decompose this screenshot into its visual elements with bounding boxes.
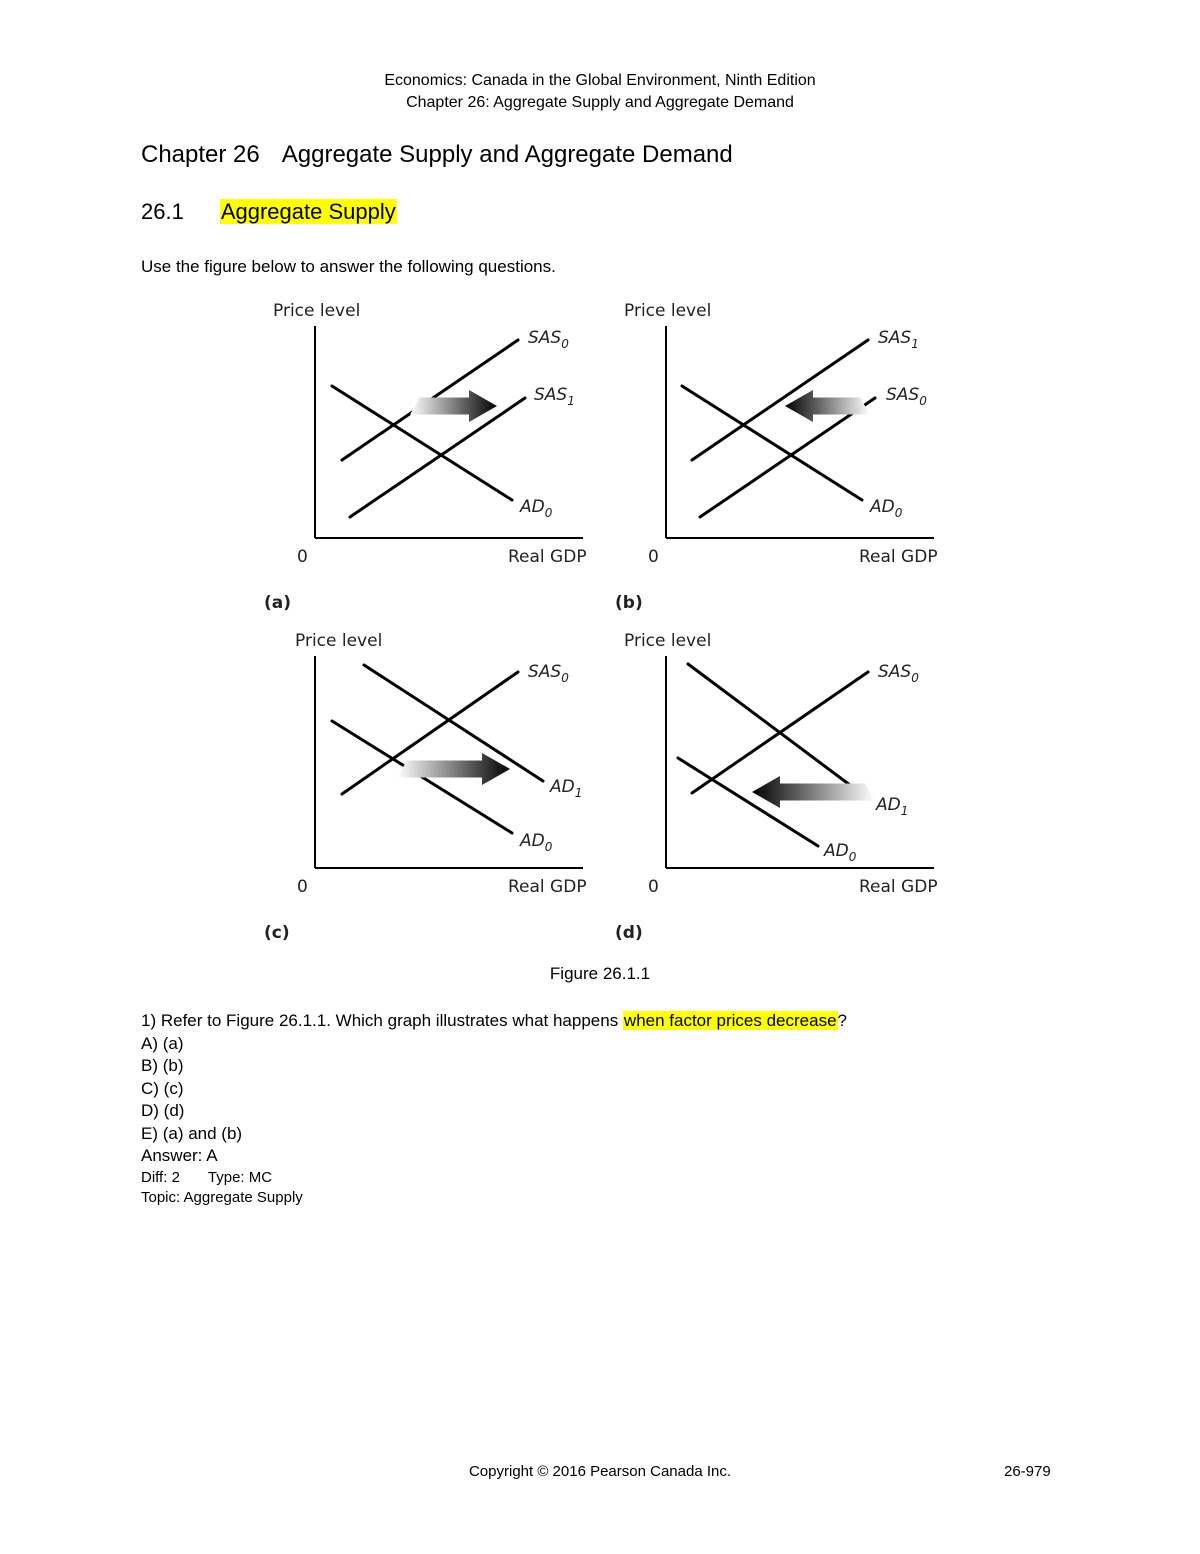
page-number: 26-979 xyxy=(1004,1463,1051,1480)
answer: Answer: A xyxy=(141,1146,218,1165)
x-axis-label-c: Real GDP xyxy=(508,877,587,897)
diff-type: Diff: 2 Type: MC xyxy=(141,1168,273,1186)
shift-arrow-a xyxy=(410,390,497,422)
sas1-label-a: $SAS_1$ xyxy=(534,385,575,408)
sas1-label-b: $SAS_1$ xyxy=(878,328,919,351)
x-axis-label-b: Real GDP xyxy=(859,547,938,567)
sas0-label-b: $SAS_0$ xyxy=(886,385,927,408)
option-e: E) (a) and (b) xyxy=(141,1123,243,1143)
option-c: C) (c) xyxy=(141,1078,184,1098)
y-axis-label-a: Price level xyxy=(273,301,361,321)
y-axis-label-c: Price level xyxy=(295,631,383,651)
ad1-label-d: $AD_1$ xyxy=(876,795,909,818)
sas0-label-c: $SAS_0$ xyxy=(528,662,569,685)
running-header-chapter: Chapter 26: Aggregate Supply and Aggregate Demand xyxy=(406,94,794,111)
topic: Topic: Aggregate Supply xyxy=(141,1188,303,1206)
question-stem: 1) Refer to Figure 26.1.1. Which graph illustrates what happens when factor prices decrease? xyxy=(141,1011,847,1030)
option-b: B) (b) xyxy=(141,1056,184,1075)
intro-text: Use the figure below to answer the following questions. xyxy=(141,257,556,276)
origin-label-b: 0 xyxy=(648,547,659,567)
panel-label-a: (a) xyxy=(264,593,292,613)
question-block xyxy=(141,1010,847,1208)
copyright: Copyright © 2016 Pearson Canada Inc. xyxy=(468,1463,732,1480)
origin-label-d: 0 xyxy=(648,877,659,897)
sas1-curve-a xyxy=(350,398,525,517)
sas0-label-d: $SAS_0$ xyxy=(878,662,919,685)
running-header-title: Economics: Canada in the Global Environment, Ninth Edition xyxy=(384,72,816,89)
shift-arrow-d xyxy=(752,776,875,808)
section-number: 26.1 xyxy=(141,199,184,224)
sas0-label-a: $SAS_0$ xyxy=(528,328,569,351)
panel-label-b: (b) xyxy=(615,593,643,613)
ad1-label-c: $AD_1$ xyxy=(550,777,583,800)
panel-label-d: (d) xyxy=(615,923,643,943)
sas0-curve-b xyxy=(700,398,875,517)
chapter-title: Aggregate Supply and Aggregate Demand xyxy=(281,141,733,168)
x-axis-label-a: Real GDP xyxy=(508,547,587,567)
y-axis-label-b: Price level xyxy=(624,301,712,321)
y-axis-label-d: Price level xyxy=(624,631,712,651)
x-axis-label-d: Real GDP xyxy=(859,877,938,897)
panel-label-c: (c) xyxy=(264,923,290,943)
ad0-label-c: $AD_0$ xyxy=(520,831,553,854)
origin-label-a: 0 xyxy=(297,547,308,567)
chapter-number: Chapter 26 xyxy=(141,141,260,168)
ad0-label-a: $AD_0$ xyxy=(520,497,553,520)
ad0-label-d: $AD_0$ xyxy=(824,841,857,864)
ad0-label-b: $AD_0$ xyxy=(870,497,903,520)
stem-highlight: when factor prices decrease xyxy=(623,1011,837,1030)
option-a: A) (a) xyxy=(141,1033,184,1053)
origin-label-c: 0 xyxy=(297,877,308,897)
figure-caption: Figure 26.1.1 xyxy=(549,964,651,983)
section-title: Aggregate Supply xyxy=(220,199,396,224)
option-d: D) (d) xyxy=(141,1101,185,1120)
shift-arrow-b xyxy=(785,390,870,422)
ad0-curve-d xyxy=(678,758,818,846)
shift-arrow-c xyxy=(397,753,510,785)
